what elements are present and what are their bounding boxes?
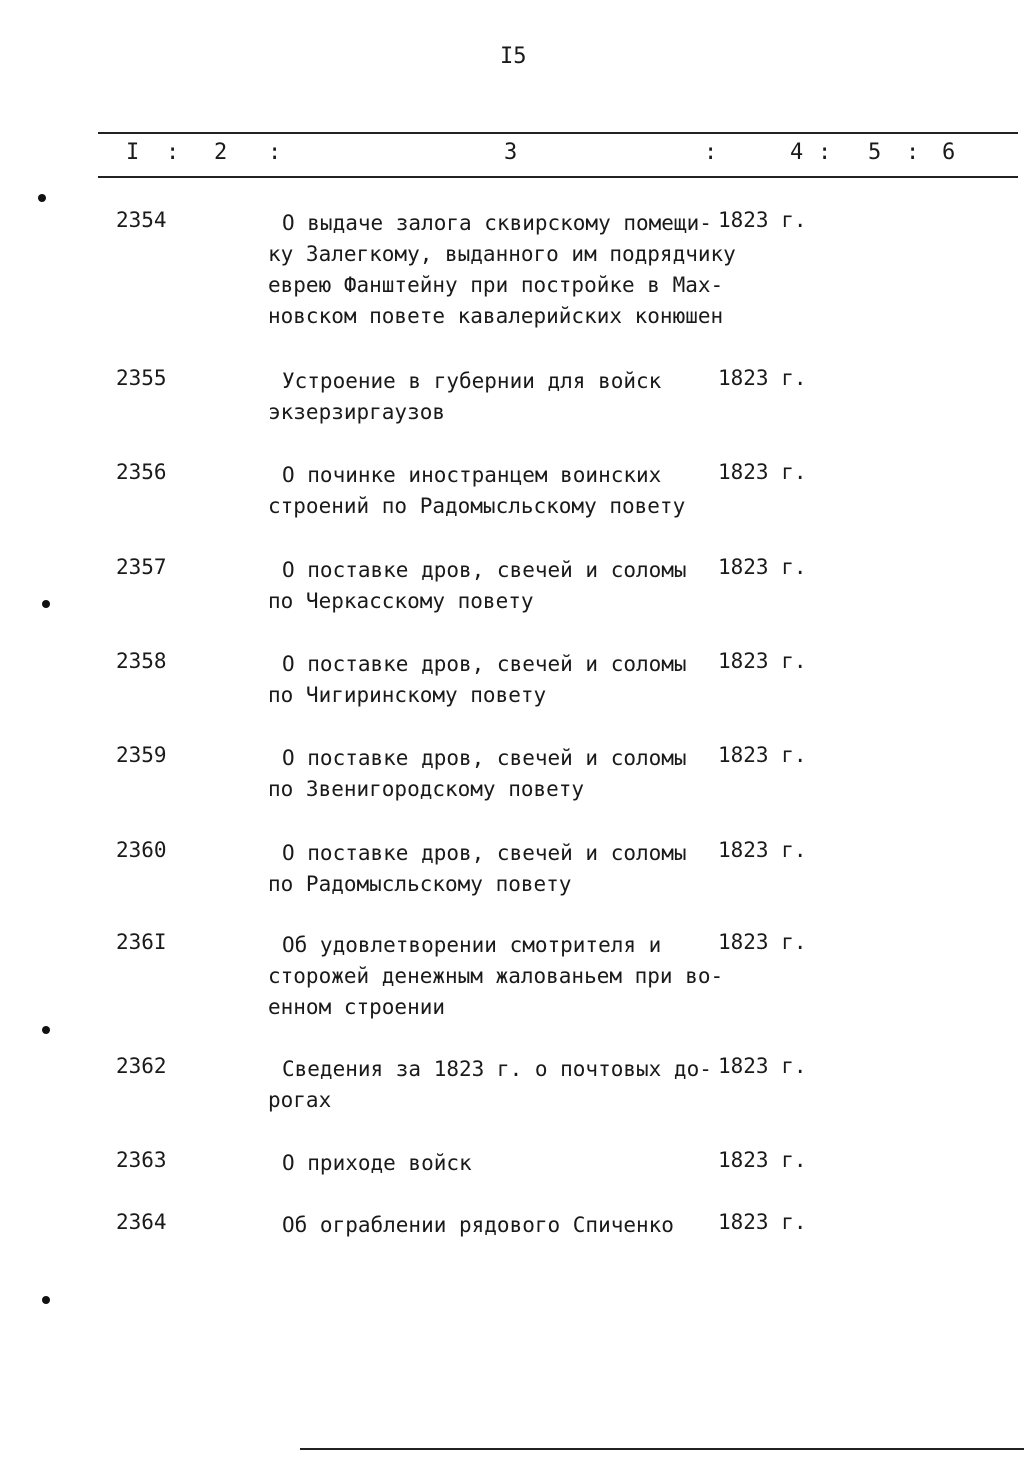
entry-title bbox=[268, 1210, 713, 1241]
entry-year: 1823 г. bbox=[718, 1148, 807, 1172]
entry-title bbox=[268, 649, 713, 711]
entry-title-line: сторожей денежным жалованьем при во- bbox=[268, 964, 724, 988]
entry-title-line: по Черкасскому повету bbox=[268, 589, 534, 613]
top-rule bbox=[98, 132, 1018, 134]
entry-title-line: О поставке дров, свечей и соломы bbox=[282, 558, 687, 582]
entry-title-line: строений по Радомысльскому повету bbox=[268, 494, 686, 518]
entry-title-line: О выдаче залога сквирскому помещи- bbox=[282, 211, 712, 235]
entry-number: 2359 bbox=[116, 743, 167, 767]
header-col-5: 5 bbox=[868, 140, 882, 165]
entry-title bbox=[268, 208, 736, 332]
entry-title bbox=[268, 1054, 713, 1116]
entry-number: 2358 bbox=[116, 649, 167, 673]
entry-year: 1823 г. bbox=[718, 1054, 807, 1078]
entry-title-line: О поставке дров, свечей и соломы bbox=[282, 841, 687, 865]
entry-title-line: О поставке дров, свечей и соломы bbox=[282, 652, 687, 676]
entry-title-line: Сведения за 1823 г. о почтовых до- bbox=[282, 1057, 712, 1081]
entry-year: 1823 г. bbox=[718, 649, 807, 673]
header-separator: : bbox=[818, 140, 832, 165]
entry-year: 1823 г. bbox=[718, 460, 807, 484]
header-rule bbox=[98, 176, 1018, 178]
entry-number: 2357 bbox=[116, 555, 167, 579]
entry-year: 1823 г. bbox=[718, 366, 807, 390]
header-separator: : bbox=[906, 140, 920, 165]
header-col-1: I bbox=[126, 140, 140, 165]
header-separator: : bbox=[166, 140, 180, 165]
entry-title-line: еврею Фанштейну при постройке в Мах- bbox=[268, 273, 724, 297]
entry-title-line: рогах bbox=[268, 1088, 332, 1112]
entry-title-line: по Радомысльскому повету bbox=[268, 872, 572, 896]
entry-title-line: новском повете кавалерийских конюшен bbox=[268, 304, 724, 328]
header-separator: : bbox=[704, 140, 718, 165]
entry-title bbox=[268, 366, 713, 428]
entry-year: 1823 г. bbox=[718, 555, 807, 579]
entry-number: 2364 bbox=[116, 1210, 167, 1234]
entry-title bbox=[268, 460, 713, 522]
entry-title bbox=[268, 1148, 713, 1179]
page-number: I5 bbox=[500, 44, 527, 69]
entry-title-line: енном строении bbox=[268, 995, 446, 1019]
entry-number: 2360 bbox=[116, 838, 167, 862]
binding-hole-mark bbox=[42, 1296, 50, 1304]
entry-title bbox=[268, 930, 724, 1023]
header-col-6: 6 bbox=[942, 140, 956, 165]
entry-number: 2362 bbox=[116, 1054, 167, 1078]
header-separator: : bbox=[268, 140, 282, 165]
entry-title bbox=[268, 743, 713, 805]
entry-title-line: Устроение в губернии для войск bbox=[282, 369, 662, 393]
entry-number: 2363 bbox=[116, 1148, 167, 1172]
entry-year: 1823 г. bbox=[718, 208, 807, 232]
entry-title bbox=[268, 838, 713, 900]
entry-number: 2354 bbox=[116, 208, 167, 232]
header-col-3: 3 bbox=[504, 140, 518, 165]
entry-title-line: ку Залегкому, выданного им подрядчику bbox=[268, 242, 736, 266]
entry-title-line: О приходе войск bbox=[282, 1151, 472, 1175]
entry-number: 2355 bbox=[116, 366, 167, 390]
header-col-4: 4 bbox=[790, 140, 804, 165]
binding-hole-mark bbox=[42, 1026, 50, 1034]
entry-title-line: экзерзиргаузов bbox=[268, 400, 446, 424]
entry-year: 1823 г. bbox=[718, 1210, 807, 1234]
entry-year: 1823 г. bbox=[718, 743, 807, 767]
entry-title-line: Об удовлетворении смотрителя и bbox=[282, 933, 662, 957]
bottom-rule bbox=[300, 1448, 1024, 1450]
entry-title-line: О поставке дров, свечей и соломы bbox=[282, 746, 687, 770]
entry-title-line: по Чигиринскому повету bbox=[268, 683, 547, 707]
entry-year: 1823 г. bbox=[718, 930, 807, 954]
entry-number: 236I bbox=[116, 930, 167, 954]
binding-hole-mark bbox=[38, 194, 46, 202]
entry-title-line: Об ограблении рядового Спиченко bbox=[282, 1213, 674, 1237]
entry-number: 2356 bbox=[116, 460, 167, 484]
entry-title-line: по Звенигородскому повету bbox=[268, 777, 585, 801]
entry-year: 1823 г. bbox=[718, 838, 807, 862]
binding-hole-mark bbox=[42, 600, 50, 608]
entry-title bbox=[268, 555, 713, 617]
entry-title-line: О починке иностранцем воинских bbox=[282, 463, 662, 487]
header-col-2: 2 bbox=[214, 140, 228, 165]
